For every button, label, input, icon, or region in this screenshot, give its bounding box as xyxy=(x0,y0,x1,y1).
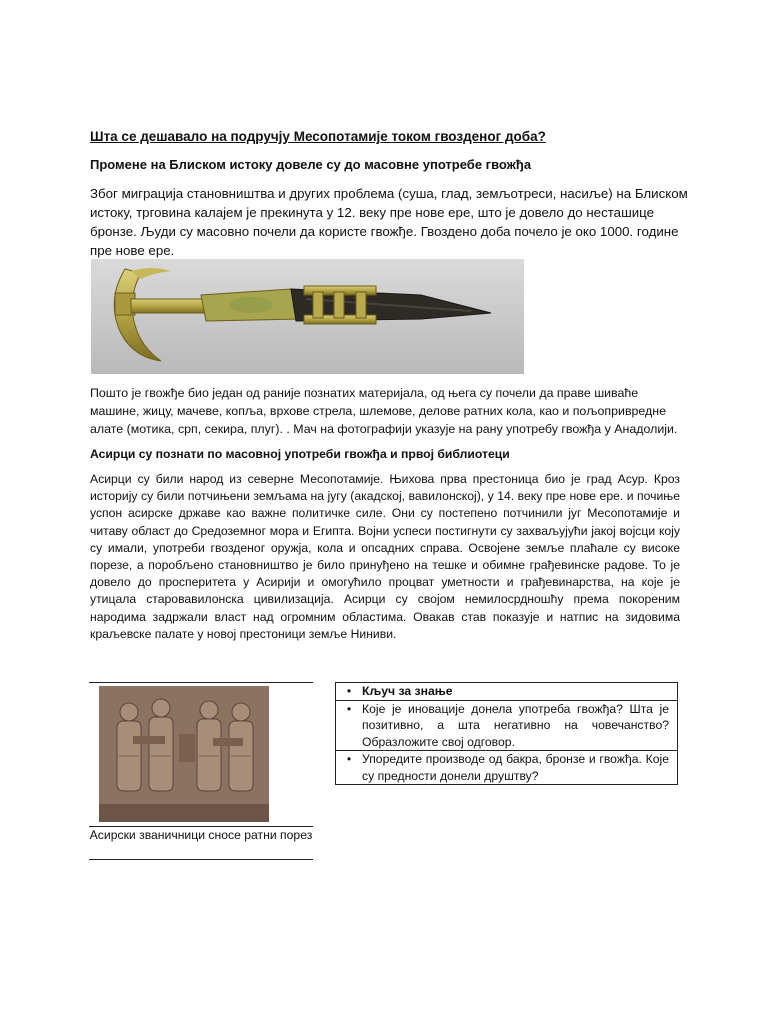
intro-paragraph xyxy=(90,184,690,260)
table-row xyxy=(336,700,678,751)
sword-image xyxy=(91,259,524,374)
bullet-icon: • xyxy=(336,683,363,701)
page-title: Шта се дешавало на подручју Месопотамије током гвозденог доба? xyxy=(90,129,546,144)
relief-picture xyxy=(99,686,269,822)
question-1: Које је иновације донела употреба гвожђа? Шта је позитивно, а шта негативно на човечанство? Образложите свој одговор. xyxy=(362,700,678,751)
key-knowledge-table xyxy=(335,682,678,785)
section-subtitle: Промене на Блиском истоку довеле су до масовне употребе гвожђа xyxy=(90,157,532,172)
relief-figure xyxy=(89,682,313,860)
assyrians-paragraph: Асирци су били народ из северне Месопотамије. Њихова прва престоница био је град Асур. Кроз историју су били потчињени земљама на југу (акадској, вавилонској), у 14. веку пре нове ере. и почиње успон асирске државе као важне политичке силе. Они су постепено потчинили југ Месопотамије и читаву област до Средоземног мора и Египта. Војни успеси постигнути су захваљујући јакој војсци коју су имали, употреби гвозденог оружја, кола и опсадних справа. Освојене земље плаћале су високе порезе, а поробљено становништво је било принуђено на тешке и обимне грађевинске радове. То је довело до просперитета у Асирији и омогућило процват уметности и грађевинарства, на које је утицала старовавилонска цивилизација. Асирци су својом немилосрдношћу према покореним народима задржали власт над огромним областима. Овакав став показује и натпис на зидовима краљевске палате у новој престоници земље Ниниви. xyxy=(90,472,680,641)
question-2: Упоредите производе од бакра, бронзе и гвожђа. Које су предности донели друштву? xyxy=(362,751,678,785)
iron-sword-photo xyxy=(91,259,524,374)
bullet-icon: • xyxy=(336,751,363,785)
table-header-row xyxy=(336,683,678,701)
table-row xyxy=(336,751,678,785)
assyrians-heading: Асирци су познати по масовној употреби гвожђа и првој библиотеци xyxy=(90,447,510,461)
assyrian-relief-image xyxy=(99,686,269,822)
table-header: Кључ за знање xyxy=(362,683,678,701)
intro-text: Због миграција становништва и других проблема (суша, глад, земљотреси, насиље) на Блиском истоку, трговина калајем је прекинута у 12. веку пре нове ере, што је довело до несташице бронзе. Људи су масовно почели да користе гвожђе. Гвоздено доба почело је око 1000. године пре нове ере. xyxy=(90,186,688,258)
bullet-icon: • xyxy=(336,700,363,751)
figure-caption: Асирски званичници сносе ратни порез xyxy=(89,828,313,842)
iron-uses-paragraph: Пошто је гвожђе био један од раније познатих материјала, од њега су почели да праве шиваће машине, жицу, мачеве, копља, врхове стрела, шлемове, делове ратних кола, као и пољопривредне алате (мотика, срп, секира, плуг). . Мач на фотографији указује на рану употребу гвожђа у Анадолији. xyxy=(90,386,678,436)
